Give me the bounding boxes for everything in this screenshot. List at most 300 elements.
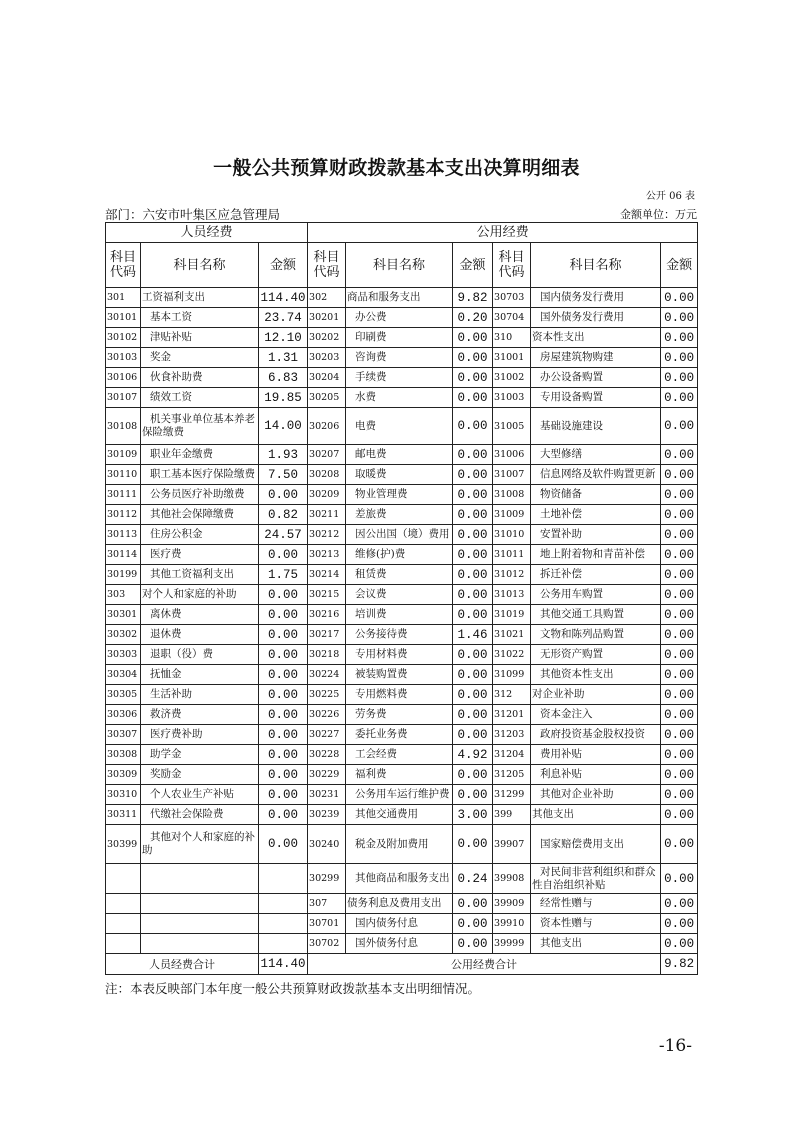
personnel-code-cell: 30305 bbox=[106, 685, 141, 705]
personnel-name-cell: 职业年金缴费 bbox=[141, 445, 259, 465]
public-b-name-cell: 土地补偿 bbox=[531, 505, 661, 525]
public-a-code-cell: 30701 bbox=[308, 914, 346, 934]
public-a-amount-cell: 0.00 bbox=[453, 894, 493, 914]
personnel-amount-cell: 12.10 bbox=[259, 328, 308, 348]
public-a-amount-cell: 0.00 bbox=[453, 825, 493, 864]
public-a-code-cell: 30239 bbox=[308, 805, 346, 825]
personnel-amount-cell: 0.00 bbox=[259, 585, 308, 605]
public-a-amount-cell: 0.00 bbox=[453, 465, 493, 485]
public-b-code-cell: 39909 bbox=[493, 894, 531, 914]
public-a-name-cell: 租赁费 bbox=[346, 565, 453, 585]
public-a-code-cell: 30215 bbox=[308, 585, 346, 605]
public-a-name-cell: 债务利息及费用支出 bbox=[346, 894, 453, 914]
public-a-code-cell: 30204 bbox=[308, 368, 346, 388]
public-a-name-cell: 其他商品和服务支出 bbox=[346, 864, 453, 894]
public-a-name-cell: 会议费 bbox=[346, 585, 453, 605]
public-b-amount-cell: 0.00 bbox=[661, 725, 698, 745]
public-b-amount-cell: 0.00 bbox=[661, 465, 698, 485]
public-b-code-cell: 31003 bbox=[493, 388, 531, 408]
public-a-amount-cell: 0.00 bbox=[453, 408, 493, 445]
public-a-amount-cell: 0.00 bbox=[453, 785, 493, 805]
personnel-total-amount: 114.40 bbox=[259, 954, 308, 975]
public-b-amount-cell: 0.00 bbox=[661, 934, 698, 954]
public-a-amount-cell: 0.00 bbox=[453, 328, 493, 348]
table-row bbox=[106, 288, 698, 308]
personnel-amount-cell: 114.40 bbox=[259, 288, 308, 308]
public-b-amount-cell: 0.00 bbox=[661, 408, 698, 445]
public-b-code-cell: 31099 bbox=[493, 665, 531, 685]
personnel-amount-cell: 0.00 bbox=[259, 805, 308, 825]
column-header-amount: 金额 bbox=[453, 243, 493, 288]
public-a-name-cell: 差旅费 bbox=[346, 505, 453, 525]
column-header-amount: 金额 bbox=[661, 243, 698, 288]
public-b-name-cell: 无形资产购置 bbox=[531, 645, 661, 665]
public-b-amount-cell: 0.00 bbox=[661, 388, 698, 408]
public-b-code-cell: 31010 bbox=[493, 525, 531, 545]
public-b-amount-cell: 0.00 bbox=[661, 308, 698, 328]
personnel-amount-cell: 0.00 bbox=[259, 725, 308, 745]
public-a-code-cell: 30231 bbox=[308, 785, 346, 805]
public-a-amount-cell: 0.00 bbox=[453, 525, 493, 545]
table-row bbox=[106, 864, 698, 894]
table-row bbox=[106, 465, 698, 485]
total-row bbox=[106, 954, 698, 975]
public-b-code-cell: 31006 bbox=[493, 445, 531, 465]
personnel-name-cell: 离休费 bbox=[141, 605, 259, 625]
public-a-name-cell: 福利费 bbox=[346, 765, 453, 785]
public-b-code-cell: 31021 bbox=[493, 625, 531, 645]
table-row bbox=[106, 505, 698, 525]
table-row bbox=[106, 585, 698, 605]
personnel-name-cell bbox=[141, 894, 259, 914]
public-a-name-cell: 工会经费 bbox=[346, 745, 453, 765]
public-b-code-cell: 31203 bbox=[493, 725, 531, 745]
public-a-code-cell: 30225 bbox=[308, 685, 346, 705]
personnel-code-cell: 30309 bbox=[106, 765, 141, 785]
public-a-code-cell: 30299 bbox=[308, 864, 346, 894]
personnel-name-cell: 医疗费 bbox=[141, 545, 259, 565]
public-b-code-cell: 31204 bbox=[493, 745, 531, 765]
public-a-name-cell: 国内债务付息 bbox=[346, 914, 453, 934]
public-b-amount-cell: 0.00 bbox=[661, 625, 698, 645]
public-b-amount-cell: 0.00 bbox=[661, 288, 698, 308]
public-a-name-cell: 培训费 bbox=[346, 605, 453, 625]
page-title: 一般公共预算财政拨款基本支出决算明细表 bbox=[213, 157, 580, 179]
personnel-amount-cell: 1.75 bbox=[259, 565, 308, 585]
public-b-name-cell: 房屋建筑物购建 bbox=[531, 348, 661, 368]
public-b-amount-cell: 0.00 bbox=[661, 645, 698, 665]
public-a-code-cell: 30211 bbox=[308, 505, 346, 525]
personnel-name-cell: 住房公积金 bbox=[141, 525, 259, 545]
personnel-amount-cell: 0.00 bbox=[259, 625, 308, 645]
public-b-code-cell: 39999 bbox=[493, 934, 531, 954]
public-b-code-cell: 31201 bbox=[493, 705, 531, 725]
personnel-amount-cell: 0.00 bbox=[259, 485, 308, 505]
personnel-code-cell: 30111 bbox=[106, 485, 141, 505]
personnel-amount-cell: 1.93 bbox=[259, 445, 308, 465]
public-b-amount-cell: 0.00 bbox=[661, 328, 698, 348]
public-b-amount-cell: 0.00 bbox=[661, 565, 698, 585]
public-b-name-cell: 文物和陈列品购置 bbox=[531, 625, 661, 645]
column-header-name: 科目名称 bbox=[141, 243, 259, 288]
table-row bbox=[106, 408, 698, 445]
personnel-code-cell bbox=[106, 914, 141, 934]
public-b-amount-cell: 0.00 bbox=[661, 745, 698, 765]
public-a-amount-cell: 4.92 bbox=[453, 745, 493, 765]
public-b-amount-cell: 0.00 bbox=[661, 545, 698, 565]
public-b-name-cell: 经常性赠与 bbox=[531, 894, 661, 914]
column-header-code: 科目代码 bbox=[106, 243, 141, 288]
public-a-code-cell: 30203 bbox=[308, 348, 346, 368]
public-b-name-cell: 费用补贴 bbox=[531, 745, 661, 765]
public-total-label: 公用经费合计 bbox=[308, 954, 661, 975]
header-row-columns bbox=[106, 243, 698, 288]
personnel-name-cell: 医疗费补助 bbox=[141, 725, 259, 745]
header-public: 公用经费 bbox=[308, 223, 698, 243]
public-a-name-cell: 委托业务费 bbox=[346, 725, 453, 745]
form-number: 公开 06 表 bbox=[645, 191, 695, 202]
personnel-name-cell: 退职（役）费 bbox=[141, 645, 259, 665]
table-row bbox=[106, 348, 698, 368]
personnel-code-cell: 30112 bbox=[106, 505, 141, 525]
personnel-code-cell: 30311 bbox=[106, 805, 141, 825]
public-a-code-cell: 30224 bbox=[308, 665, 346, 685]
public-a-code-cell: 30227 bbox=[308, 725, 346, 745]
public-a-name-cell: 办公费 bbox=[346, 308, 453, 328]
personnel-name-cell: 其他社会保障缴费 bbox=[141, 505, 259, 525]
public-a-amount-cell: 0.00 bbox=[453, 505, 493, 525]
public-b-amount-cell: 0.00 bbox=[661, 705, 698, 725]
public-b-amount-cell: 0.00 bbox=[661, 785, 698, 805]
public-a-amount-cell: 0.00 bbox=[453, 665, 493, 685]
public-b-name-cell: 政府投资基金股权投资 bbox=[531, 725, 661, 745]
public-b-amount-cell: 0.00 bbox=[661, 864, 698, 894]
public-b-code-cell: 39907 bbox=[493, 825, 531, 864]
public-b-name-cell: 其他交通工具购置 bbox=[531, 605, 661, 625]
personnel-code-cell: 30106 bbox=[106, 368, 141, 388]
personnel-amount-cell bbox=[259, 934, 308, 954]
public-b-amount-cell: 0.00 bbox=[661, 894, 698, 914]
personnel-amount-cell: 19.85 bbox=[259, 388, 308, 408]
public-a-amount-cell: 0.00 bbox=[453, 705, 493, 725]
public-a-amount-cell: 0.00 bbox=[453, 585, 493, 605]
personnel-name-cell: 个人农业生产补贴 bbox=[141, 785, 259, 805]
personnel-amount-cell: 14.00 bbox=[259, 408, 308, 445]
public-a-code-cell: 30209 bbox=[308, 485, 346, 505]
public-a-name-cell: 因公出国（境）费用 bbox=[346, 525, 453, 545]
public-b-name-cell: 大型修缮 bbox=[531, 445, 661, 465]
public-b-name-cell: 对企业补助 bbox=[531, 685, 661, 705]
public-a-name-cell: 公务接待费 bbox=[346, 625, 453, 645]
personnel-code-cell: 30304 bbox=[106, 665, 141, 685]
personnel-code-cell: 30109 bbox=[106, 445, 141, 465]
personnel-amount-cell bbox=[259, 914, 308, 934]
public-a-code-cell: 30205 bbox=[308, 388, 346, 408]
public-b-amount-cell: 0.00 bbox=[661, 585, 698, 605]
personnel-amount-cell: 7.50 bbox=[259, 465, 308, 485]
public-a-code-cell: 30217 bbox=[308, 625, 346, 645]
table-row bbox=[106, 605, 698, 625]
personnel-code-cell: 30303 bbox=[106, 645, 141, 665]
public-a-amount-cell: 0.00 bbox=[453, 388, 493, 408]
personnel-amount-cell: 0.00 bbox=[259, 745, 308, 765]
public-b-code-cell: 399 bbox=[493, 805, 531, 825]
table-row bbox=[106, 825, 698, 864]
public-b-amount-cell: 0.00 bbox=[661, 485, 698, 505]
public-b-amount-cell: 0.00 bbox=[661, 914, 698, 934]
public-b-amount-cell: 0.00 bbox=[661, 505, 698, 525]
public-b-name-cell: 其他支出 bbox=[531, 934, 661, 954]
personnel-name-cell: 生活补助 bbox=[141, 685, 259, 705]
public-a-code-cell: 30208 bbox=[308, 465, 346, 485]
table-row bbox=[106, 388, 698, 408]
public-b-name-cell: 资本性支出 bbox=[531, 328, 661, 348]
page-number: -16- bbox=[658, 1036, 692, 1056]
public-a-name-cell: 被装购置费 bbox=[346, 665, 453, 685]
public-a-amount-cell: 0.00 bbox=[453, 765, 493, 785]
table-row bbox=[106, 645, 698, 665]
public-a-name-cell: 专用材料费 bbox=[346, 645, 453, 665]
footnote: 注：本表反映部门本年度一般公共预算财政拨款基本支出明细情况。 bbox=[105, 981, 481, 996]
personnel-name-cell: 绩效工资 bbox=[141, 388, 259, 408]
public-b-code-cell: 39908 bbox=[493, 864, 531, 894]
table-row bbox=[106, 705, 698, 725]
public-a-name-cell: 其他交通费用 bbox=[346, 805, 453, 825]
expenditure-detail-table bbox=[105, 222, 698, 975]
table-row bbox=[106, 894, 698, 914]
public-a-code-cell: 30218 bbox=[308, 645, 346, 665]
public-a-amount-cell: 0.00 bbox=[453, 485, 493, 505]
personnel-amount-cell: 24.57 bbox=[259, 525, 308, 545]
public-a-name-cell: 维修(护)费 bbox=[346, 545, 453, 565]
public-b-name-cell: 公务用车购置 bbox=[531, 585, 661, 605]
public-b-name-cell: 办公设备购置 bbox=[531, 368, 661, 388]
personnel-code-cell: 30199 bbox=[106, 565, 141, 585]
personnel-amount-cell: 0.00 bbox=[259, 825, 308, 864]
table-row bbox=[106, 565, 698, 585]
public-a-amount-cell: 0.00 bbox=[453, 725, 493, 745]
public-a-amount-cell: 0.00 bbox=[453, 348, 493, 368]
public-a-amount-cell: 0.00 bbox=[453, 605, 493, 625]
public-a-code-cell: 30228 bbox=[308, 745, 346, 765]
public-a-code-cell: 30207 bbox=[308, 445, 346, 465]
public-b-name-cell: 其他资本性支出 bbox=[531, 665, 661, 685]
personnel-amount-cell: 0.00 bbox=[259, 705, 308, 725]
personnel-amount-cell: 0.00 bbox=[259, 685, 308, 705]
personnel-name-cell: 伙食补助费 bbox=[141, 368, 259, 388]
public-b-amount-cell: 0.00 bbox=[661, 348, 698, 368]
personnel-code-cell: 303 bbox=[106, 585, 141, 605]
public-a-amount-cell: 9.82 bbox=[453, 288, 493, 308]
public-b-code-cell: 30703 bbox=[493, 288, 531, 308]
personnel-code-cell: 30107 bbox=[106, 388, 141, 408]
public-total-amount: 9.82 bbox=[661, 954, 698, 975]
table-row bbox=[106, 685, 698, 705]
table-row bbox=[106, 785, 698, 805]
personnel-name-cell: 其他对个人和家庭的补助 bbox=[141, 825, 259, 864]
public-b-name-cell: 信息网络及软件购置更新 bbox=[531, 465, 661, 485]
public-a-code-cell: 30213 bbox=[308, 545, 346, 565]
personnel-code-cell: 30113 bbox=[106, 525, 141, 545]
personnel-name-cell: 退休费 bbox=[141, 625, 259, 645]
personnel-code-cell bbox=[106, 894, 141, 914]
personnel-amount-cell bbox=[259, 864, 308, 894]
table-row bbox=[106, 934, 698, 954]
personnel-name-cell: 奖金 bbox=[141, 348, 259, 368]
amount-unit-label: 金额单位：万元 bbox=[620, 208, 697, 221]
personnel-amount-cell: 6.83 bbox=[259, 368, 308, 388]
public-b-name-cell: 利息补贴 bbox=[531, 765, 661, 785]
public-b-name-cell: 其他对企业补助 bbox=[531, 785, 661, 805]
public-a-name-cell: 公务用车运行维护费 bbox=[346, 785, 453, 805]
public-b-name-cell: 地上附着物和青苗补偿 bbox=[531, 545, 661, 565]
public-b-name-cell: 拆迁补偿 bbox=[531, 565, 661, 585]
public-a-amount-cell: 0.00 bbox=[453, 934, 493, 954]
public-b-name-cell: 资本金注入 bbox=[531, 705, 661, 725]
public-a-name-cell: 水费 bbox=[346, 388, 453, 408]
personnel-code-cell: 30103 bbox=[106, 348, 141, 368]
column-header-code: 科目代码 bbox=[493, 243, 531, 288]
public-a-amount-cell: 0.20 bbox=[453, 308, 493, 328]
personnel-total-label: 人员经费合计 bbox=[106, 954, 259, 975]
public-b-name-cell: 对民间非营利组织和群众性自治组织补贴 bbox=[531, 864, 661, 894]
public-a-code-cell: 30702 bbox=[308, 934, 346, 954]
public-a-code-cell: 30212 bbox=[308, 525, 346, 545]
table-row bbox=[106, 525, 698, 545]
public-b-name-cell: 其他支出 bbox=[531, 805, 661, 825]
department-label: 部门：六安市叶集区应急管理局 bbox=[105, 207, 281, 222]
personnel-name-cell: 机关事业单位基本养老保险缴费 bbox=[141, 408, 259, 445]
public-a-amount-cell: 0.00 bbox=[453, 685, 493, 705]
public-a-code-cell: 30206 bbox=[308, 408, 346, 445]
personnel-name-cell bbox=[141, 934, 259, 954]
personnel-code-cell: 30108 bbox=[106, 408, 141, 445]
public-b-name-cell: 安置补助 bbox=[531, 525, 661, 545]
personnel-code-cell: 30114 bbox=[106, 545, 141, 565]
public-b-code-cell: 31022 bbox=[493, 645, 531, 665]
public-a-amount-cell: 0.00 bbox=[453, 445, 493, 465]
column-header-amount: 金额 bbox=[259, 243, 308, 288]
public-a-code-cell: 30240 bbox=[308, 825, 346, 864]
public-b-amount-cell: 0.00 bbox=[661, 665, 698, 685]
personnel-name-cell: 公务员医疗补助缴费 bbox=[141, 485, 259, 505]
public-a-name-cell: 专用燃料费 bbox=[346, 685, 453, 705]
column-header-name: 科目名称 bbox=[531, 243, 661, 288]
public-b-code-cell: 39910 bbox=[493, 914, 531, 934]
personnel-amount-cell bbox=[259, 894, 308, 914]
public-b-amount-cell: 0.00 bbox=[661, 445, 698, 465]
public-b-name-cell: 国家赔偿费用支出 bbox=[531, 825, 661, 864]
personnel-code-cell: 30306 bbox=[106, 705, 141, 725]
public-b-amount-cell: 0.00 bbox=[661, 368, 698, 388]
public-a-amount-cell: 0.00 bbox=[453, 645, 493, 665]
public-a-amount-cell: 1.46 bbox=[453, 625, 493, 645]
public-a-name-cell: 印刷费 bbox=[346, 328, 453, 348]
public-b-amount-cell: 0.00 bbox=[661, 525, 698, 545]
public-a-name-cell: 商品和服务支出 bbox=[346, 288, 453, 308]
public-b-name-cell: 基础设施建设 bbox=[531, 408, 661, 445]
public-b-code-cell: 31001 bbox=[493, 348, 531, 368]
public-b-code-cell: 31005 bbox=[493, 408, 531, 445]
public-a-name-cell: 物业管理费 bbox=[346, 485, 453, 505]
public-a-code-cell: 30202 bbox=[308, 328, 346, 348]
table-row bbox=[106, 665, 698, 685]
public-b-name-cell: 资本性赠与 bbox=[531, 914, 661, 934]
header-personnel: 人员经费 bbox=[106, 223, 308, 243]
personnel-code-cell: 30310 bbox=[106, 785, 141, 805]
public-b-name-cell: 国内债务发行费用 bbox=[531, 288, 661, 308]
table-row bbox=[106, 725, 698, 745]
public-b-code-cell: 312 bbox=[493, 685, 531, 705]
public-a-code-cell: 30201 bbox=[308, 308, 346, 328]
table-row bbox=[106, 445, 698, 465]
personnel-amount-cell: 0.00 bbox=[259, 605, 308, 625]
public-b-name-cell: 物资储备 bbox=[531, 485, 661, 505]
public-a-amount-cell: 0.00 bbox=[453, 565, 493, 585]
public-a-name-cell: 手续费 bbox=[346, 368, 453, 388]
public-b-code-cell: 31002 bbox=[493, 368, 531, 388]
column-header-code: 科目代码 bbox=[308, 243, 346, 288]
personnel-code-cell: 30399 bbox=[106, 825, 141, 864]
personnel-name-cell: 救济费 bbox=[141, 705, 259, 725]
personnel-code-cell: 30101 bbox=[106, 308, 141, 328]
personnel-name-cell: 职工基本医疗保险缴费 bbox=[141, 465, 259, 485]
personnel-amount-cell: 1.31 bbox=[259, 348, 308, 368]
public-a-amount-cell: 0.00 bbox=[453, 545, 493, 565]
table-row bbox=[106, 328, 698, 348]
public-b-code-cell: 31009 bbox=[493, 505, 531, 525]
public-a-code-cell: 30229 bbox=[308, 765, 346, 785]
personnel-name-cell bbox=[141, 864, 259, 894]
personnel-name-cell: 基本工资 bbox=[141, 308, 259, 328]
table-row bbox=[106, 765, 698, 785]
public-b-code-cell: 31299 bbox=[493, 785, 531, 805]
public-b-code-cell: 31008 bbox=[493, 485, 531, 505]
table-row bbox=[106, 745, 698, 765]
personnel-amount-cell: 0.00 bbox=[259, 665, 308, 685]
public-a-name-cell: 取暖费 bbox=[346, 465, 453, 485]
public-a-amount-cell: 0.24 bbox=[453, 864, 493, 894]
personnel-name-cell: 助学金 bbox=[141, 745, 259, 765]
personnel-name-cell bbox=[141, 914, 259, 934]
personnel-name-cell: 其他工资福利支出 bbox=[141, 565, 259, 585]
public-a-name-cell: 税金及附加费用 bbox=[346, 825, 453, 864]
table-row bbox=[106, 805, 698, 825]
table-row bbox=[106, 914, 698, 934]
personnel-name-cell: 代缴社会保险费 bbox=[141, 805, 259, 825]
table-row bbox=[106, 308, 698, 328]
public-b-code-cell: 31019 bbox=[493, 605, 531, 625]
personnel-name-cell: 津贴补贴 bbox=[141, 328, 259, 348]
table-row bbox=[106, 485, 698, 505]
personnel-amount-cell: 0.00 bbox=[259, 785, 308, 805]
public-a-amount-cell: 0.00 bbox=[453, 368, 493, 388]
public-a-code-cell: 307 bbox=[308, 894, 346, 914]
public-b-code-cell: 31012 bbox=[493, 565, 531, 585]
table-row bbox=[106, 545, 698, 565]
personnel-code-cell: 30110 bbox=[106, 465, 141, 485]
personnel-name-cell: 奖励金 bbox=[141, 765, 259, 785]
table-body bbox=[106, 288, 698, 954]
personnel-code-cell: 30102 bbox=[106, 328, 141, 348]
public-a-name-cell: 劳务费 bbox=[346, 705, 453, 725]
table-row bbox=[106, 625, 698, 645]
public-b-amount-cell: 0.00 bbox=[661, 805, 698, 825]
public-b-name-cell: 国外债务发行费用 bbox=[531, 308, 661, 328]
personnel-code-cell bbox=[106, 934, 141, 954]
table-row bbox=[106, 368, 698, 388]
public-a-code-cell: 30226 bbox=[308, 705, 346, 725]
